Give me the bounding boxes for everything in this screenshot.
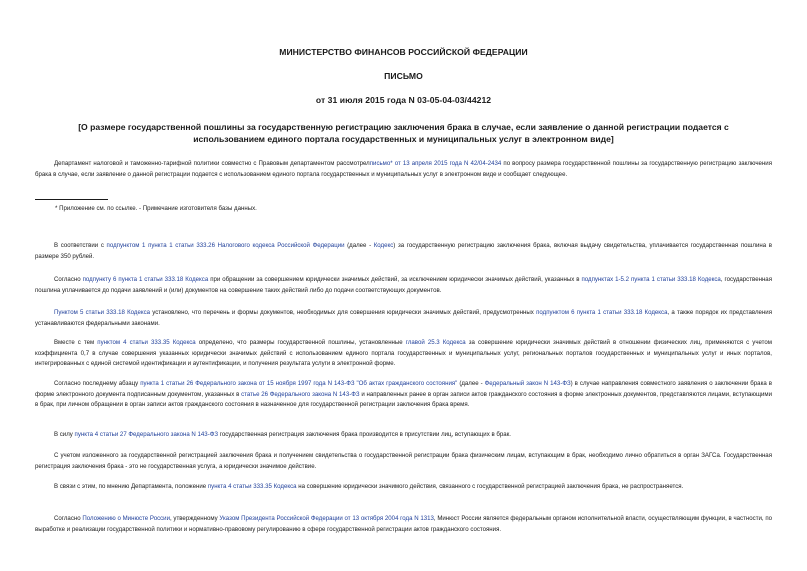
paragraph-10 <box>35 514 772 535</box>
paragraph-3 <box>35 275 772 296</box>
link-fz-143-art26[interactable]: статье 26 Федерального закона N 143-ФЗ <box>241 390 360 398</box>
paragraph-1 <box>35 159 772 180</box>
link-chapter-25-3[interactable]: главой 25.3 Кодекса <box>405 339 466 346</box>
document-date-number: от 31 июля 2015 года N 03-05-04-03/44212 <box>315 95 492 105</box>
paragraph-8 <box>35 451 772 472</box>
paragraph-2 <box>35 241 772 262</box>
paragraph-9 <box>35 482 772 493</box>
paragraph-text: (далее - <box>344 242 374 249</box>
link-333-35-p4[interactable]: пункта 4 статьи 333.35 Кодекса <box>207 483 297 490</box>
footnote: * Приложение см. по ссылке. - Примечание изготовителя базы данных. <box>55 205 257 212</box>
paragraph-text: , утвержденному <box>170 515 220 522</box>
paragraph-6 <box>35 379 772 411</box>
paragraph-text: Согласно последнему абзацу <box>54 380 141 387</box>
paragraph-text: определено, что размеры государственной пошлины, установленные <box>195 339 406 346</box>
link-fz-143[interactable]: Федеральный закон N 143-ФЗ <box>484 380 571 387</box>
paragraph-text: ) в случае направления совместного заявления о заключении брака в форме электронного документа подписанным документом, указанных в <box>35 380 772 398</box>
link-333-18-p5[interactable]: Пунктом 5 статьи 333.18 Кодекса <box>54 309 151 316</box>
link-fz-143-art26-p1[interactable]: пункта 1 статьи 26 Федерального закона от 15 ноября 1997 года N 143-ФЗ "Об актах гражданского состояния" <box>140 380 458 387</box>
paragraph-text: , государственная пошлина уплачивается до подачи заявлений и (или) документов на совершение таких действий либо до подачи соответствующих документов. <box>35 276 772 294</box>
link-333-35-p4[interactable]: пунктом 4 статьи 333.35 Кодекса <box>97 339 196 346</box>
paragraph-text: и направленных ранее в орган записи актов гражданского состояния в форме электронных документов, представляются лицами, вступающими в брак, при личном обращении в орган записи актов гражданского состояния в назначенное для государственной регистрации заключения брака время. <box>35 390 772 408</box>
paragraph-text: Вместе с тем <box>54 339 98 346</box>
paragraph-text: ) за государственную регистрацию заключения брака, включая выдачу свидетельства, уплачивается государственная пошлина в размере 350 рублей. <box>35 242 772 260</box>
link-333-18-sub1-5[interactable]: подпунктах 1-5.2 пункта 1 статьи 333.18 Кодекса <box>581 276 721 283</box>
ministry-title: МИНИСТЕРСТВО ФИНАНСОВ РОССИЙСКОЙ ФЕДЕРАЦИИ <box>279 47 528 57</box>
paragraph-text: Согласно <box>54 515 83 522</box>
link-letter[interactable]: письмо* от 13 апреля 2015 года N 42/04-2434 <box>369 160 502 167</box>
link-333-18-sub6[interactable]: подпунктом 6 пункта 1 статьи 333.18 Кодекса <box>536 309 668 316</box>
link-fz-143-art27-p4[interactable]: пункта 4 статьи 27 Федерального закона N 143-ФЗ <box>74 431 219 438</box>
footnote-divider <box>35 199 108 200</box>
paragraph-text: на совершение юридически значимого действия, связанного с государственной регистрацией заключения брака, не распространяется. <box>296 483 684 490</box>
paragraph-4 <box>35 308 772 329</box>
paragraph-text: по вопросу размера государственной пошлины за государственную регистрацию заключения брака в случае, если заявление о данной регистрации подается с использованием единого портала государственных и муниципальных услуг в электронном виде и сообщает следующее. <box>35 160 772 178</box>
link-333-18-sub6[interactable]: подпункту 6 пункта 1 статьи 333.18 Кодекса <box>82 276 209 283</box>
document-type: ПИСЬМО <box>384 71 423 81</box>
link-tax-code-333-26[interactable]: подпунктом 1 пункта 1 статьи 333.26 Налогового кодекса Российской Федерации <box>106 242 345 249</box>
paragraph-text: С учетом изложенного за государственной регистрацией заключения брака и получением свидетельства о государственной регистрации брака физическим лицам, вступающим в брак, необходимо лично обратиться в орган ЗАГСа. Государственная регистрация заключения брака - это не государственная услуга, а юридически значимое действие. <box>35 452 772 470</box>
paragraph-text: Департамент налоговой и таможенно-тарифной политики совместно с Правовым департаментом рассмотрел <box>54 160 370 167</box>
paragraph-text: Согласно <box>54 276 83 283</box>
paragraph-text: , а также порядок их представления устанавливаются федеральными законами. <box>35 309 772 327</box>
paragraph-text: при обращении за совершением юридически значимых действий, за исключением юридически значимых действий, указанных в <box>208 276 582 283</box>
paragraph-text: установлено, что перечень и формы документов, необходимых для совершения юридически значимых действий, предусмотренных <box>150 309 537 316</box>
document-subject: [О размере государственной пошлины за государственную регистрацию заключения брака в случае, если заявление о данной регистрации подается с использованием единого портала государственных и муниципальных услуг в электронном виде] <box>78 122 729 144</box>
paragraph-text: В связи с этим, по мнению Департамента, положение <box>54 483 208 490</box>
paragraph-text: (далее - <box>457 380 485 387</box>
paragraph-text: , Минюст России является федеральным органом исполнительной власти, осуществляющим функции, в частности, по выработке и реализации государственной политики и нормативно-правовому регулированию в сфере государственной регистрации актов гражданского состояния. <box>35 515 773 533</box>
paragraph-text: В силу <box>54 431 75 438</box>
link-president-decree-1313[interactable]: Указом Президента Российской Федерации от 13 октября 2004 года N 1313 <box>219 515 434 522</box>
link-code[interactable]: Кодекс <box>373 242 394 249</box>
link-minjust-regulation[interactable]: Положению о Минюсте России <box>82 515 170 522</box>
paragraph-5 <box>35 338 772 370</box>
paragraph-7 <box>35 430 772 441</box>
paragraph-text: В соответствии с <box>54 242 107 249</box>
paragraph-text: государственная регистрация заключения брака производится в присутствии лиц, вступающих в брак. <box>218 431 511 438</box>
paragraph-text: за совершение юридически значимых действий в отношении физических лиц, применяются с учетом коэффициента 0,7 в случае совершения указанных юридически значимых действий с использованием единого портала государственных и муниципальных услуг, региональных порталов государственных и муниципальных услуг и иных порталов, интегрированных с единой системой идентификации и аутентификации, и получения результата услуги в электронной форме. <box>35 339 772 367</box>
